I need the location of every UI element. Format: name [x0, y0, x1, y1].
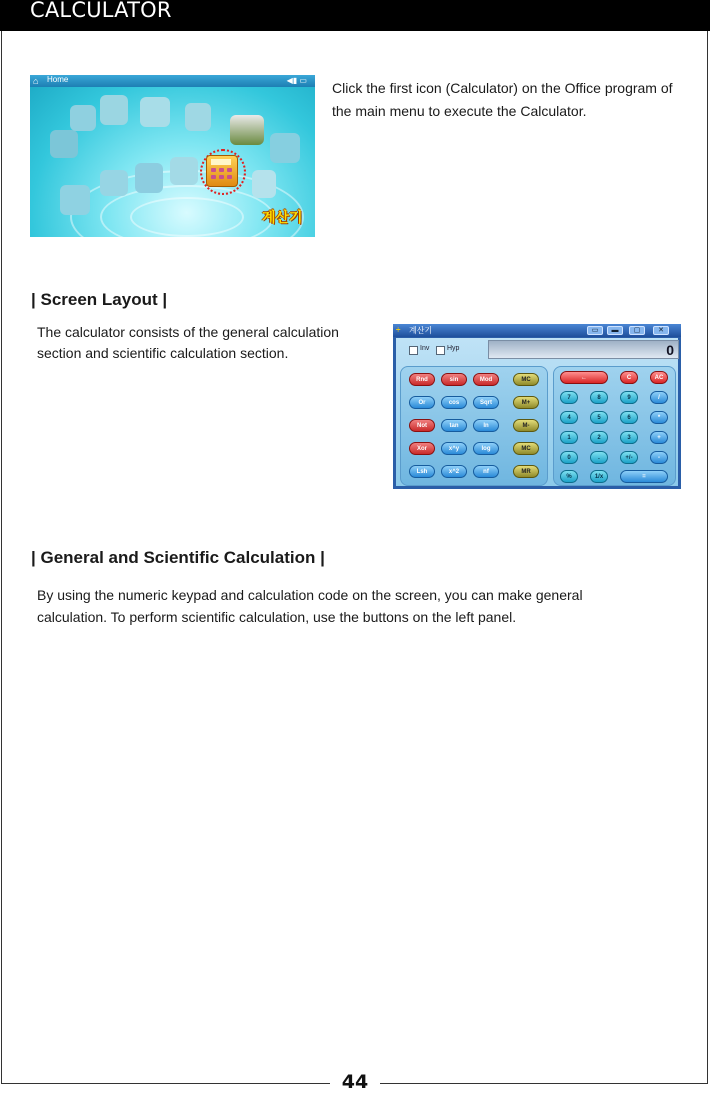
general-scientific-heading: | General and Scientific Calculation | — [31, 548, 325, 567]
key-clear[interactable]: C — [620, 371, 638, 384]
key-log[interactable]: log — [473, 442, 499, 455]
menu-app-icon — [50, 130, 78, 158]
calculator-icon-key — [211, 168, 216, 172]
restore-button[interactable]: ▢ — [629, 326, 645, 335]
key-memory-2[interactable]: M+ — [513, 396, 539, 409]
key-8[interactable]: 8 — [590, 391, 608, 404]
menu-app-icon — [60, 185, 90, 215]
key-minus[interactable]: - — [650, 451, 668, 464]
menu-app-icon — [100, 95, 128, 125]
key-2[interactable]: 2 — [590, 431, 608, 444]
menu-app-icon — [270, 133, 300, 163]
key-tan[interactable]: tan — [441, 419, 467, 432]
calculator-icon[interactable] — [206, 155, 238, 187]
key-sqrt[interactable]: Sqrt — [473, 396, 499, 409]
calculator-body — [396, 338, 678, 486]
home-icon: ⌂ — [33, 76, 39, 86]
calculator-icon-key — [227, 168, 232, 172]
key-7[interactable]: 7 — [560, 391, 578, 404]
hyp-checkbox[interactable] — [436, 346, 445, 355]
key-1[interactable]: 1 — [560, 431, 578, 444]
section-title: CALCULATOR — [30, 0, 172, 22]
key-memory-4[interactable]: MC — [513, 442, 539, 455]
inv-label: Inv — [420, 345, 430, 352]
close-button[interactable]: ✕ — [653, 326, 669, 335]
intro-text: Click the first icon (Calculator) on the Office program of the main menu to execute the Calculator. — [332, 80, 673, 119]
home-screenshot — [30, 75, 315, 237]
calculator-titlebar — [393, 324, 681, 337]
key-multiply[interactable]: * — [650, 411, 668, 424]
key-percent[interactable]: % — [560, 470, 578, 483]
key-divide[interactable]: / — [650, 391, 668, 404]
key-sin[interactable]: sin — [441, 373, 467, 386]
key-3[interactable]: 3 — [620, 431, 638, 444]
selected-app-caption: 계산기 — [262, 209, 303, 225]
numeric-panel — [553, 366, 676, 486]
page-number: 44 — [341, 1071, 369, 1093]
key-decimal[interactable]: . — [590, 451, 608, 464]
microphone-icon — [252, 170, 276, 198]
screen-layout-heading: | Screen Layout | — [31, 290, 168, 309]
calculator-icon-key — [211, 175, 216, 179]
menu-app-icon — [70, 105, 96, 131]
menu-app-icon — [140, 97, 170, 127]
hyp-label: Hyp — [447, 345, 460, 352]
menu-app-icon — [100, 170, 128, 196]
calculator-icon-key — [219, 168, 224, 172]
key-all-clear[interactable]: AC — [650, 371, 668, 384]
key-x-squared[interactable]: x^2 — [441, 465, 467, 478]
key-mod[interactable]: Mod — [473, 373, 499, 386]
home-title: Home — [47, 75, 69, 84]
scientific-panel — [400, 366, 548, 486]
minimize-button[interactable]: ▬ — [607, 326, 623, 335]
inv-checkbox[interactable] — [409, 346, 418, 355]
menu-app-icon — [135, 163, 163, 193]
calculator-icon-key — [227, 175, 232, 179]
key-lsh[interactable]: Lsh — [409, 465, 435, 478]
calculator-screenshot — [393, 324, 681, 489]
key-4[interactable]: 4 — [560, 411, 578, 424]
calculator-display: 0 — [488, 340, 679, 359]
key-xor[interactable]: Xor — [409, 442, 435, 455]
key-rnd[interactable]: Rnd — [409, 373, 435, 386]
menu-ring — [130, 197, 244, 237]
key-reciprocal[interactable]: 1/x — [590, 470, 608, 483]
keyboard-icon[interactable]: ▭ — [587, 326, 603, 335]
key-cos[interactable]: cos — [441, 396, 467, 409]
key-or[interactable]: Or — [409, 396, 435, 409]
key-0[interactable]: 0 — [560, 451, 578, 464]
key-x-pow-y[interactable]: x^y — [441, 442, 467, 455]
key-equals[interactable]: = — [620, 470, 668, 483]
calculator-logo-icon: ÷ — [396, 325, 401, 334]
calculator-icon-key — [219, 175, 224, 179]
menu-app-icon — [185, 103, 211, 131]
key-memory-3[interactable]: M- — [513, 419, 539, 432]
key-5[interactable]: 5 — [590, 411, 608, 424]
key-memory-1[interactable]: MC — [513, 373, 539, 386]
key-not[interactable]: Not — [409, 419, 435, 432]
home-status-bar — [30, 75, 315, 87]
calculator-title: 계산기 — [409, 326, 433, 335]
key-nf[interactable]: nf — [473, 465, 499, 478]
key-9[interactable]: 9 — [620, 391, 638, 404]
office-icon — [230, 115, 264, 145]
screen-layout-text: The calculator consists of the general calculation section and scientific calculation section. — [37, 324, 339, 361]
key-ln[interactable]: ln — [473, 419, 499, 432]
key-6[interactable]: 6 — [620, 411, 638, 424]
key-plus-minus[interactable]: +/- — [620, 451, 638, 464]
key-plus[interactable]: + — [650, 431, 668, 444]
calculator-icon-screen — [211, 159, 231, 165]
key-backspace[interactable]: ← — [560, 371, 608, 384]
key-memory-5[interactable]: MR — [513, 465, 539, 478]
header-bar — [0, 0, 710, 31]
general-scientific-text: By using the numeric keypad and calculation code on the screen, you can make general calculation. To perform scientific calculation, use the buttons on the left panel. — [37, 587, 583, 625]
volume-battery-icon: ◀▮ ▭ — [286, 76, 307, 85]
menu-app-icon — [170, 157, 198, 185]
